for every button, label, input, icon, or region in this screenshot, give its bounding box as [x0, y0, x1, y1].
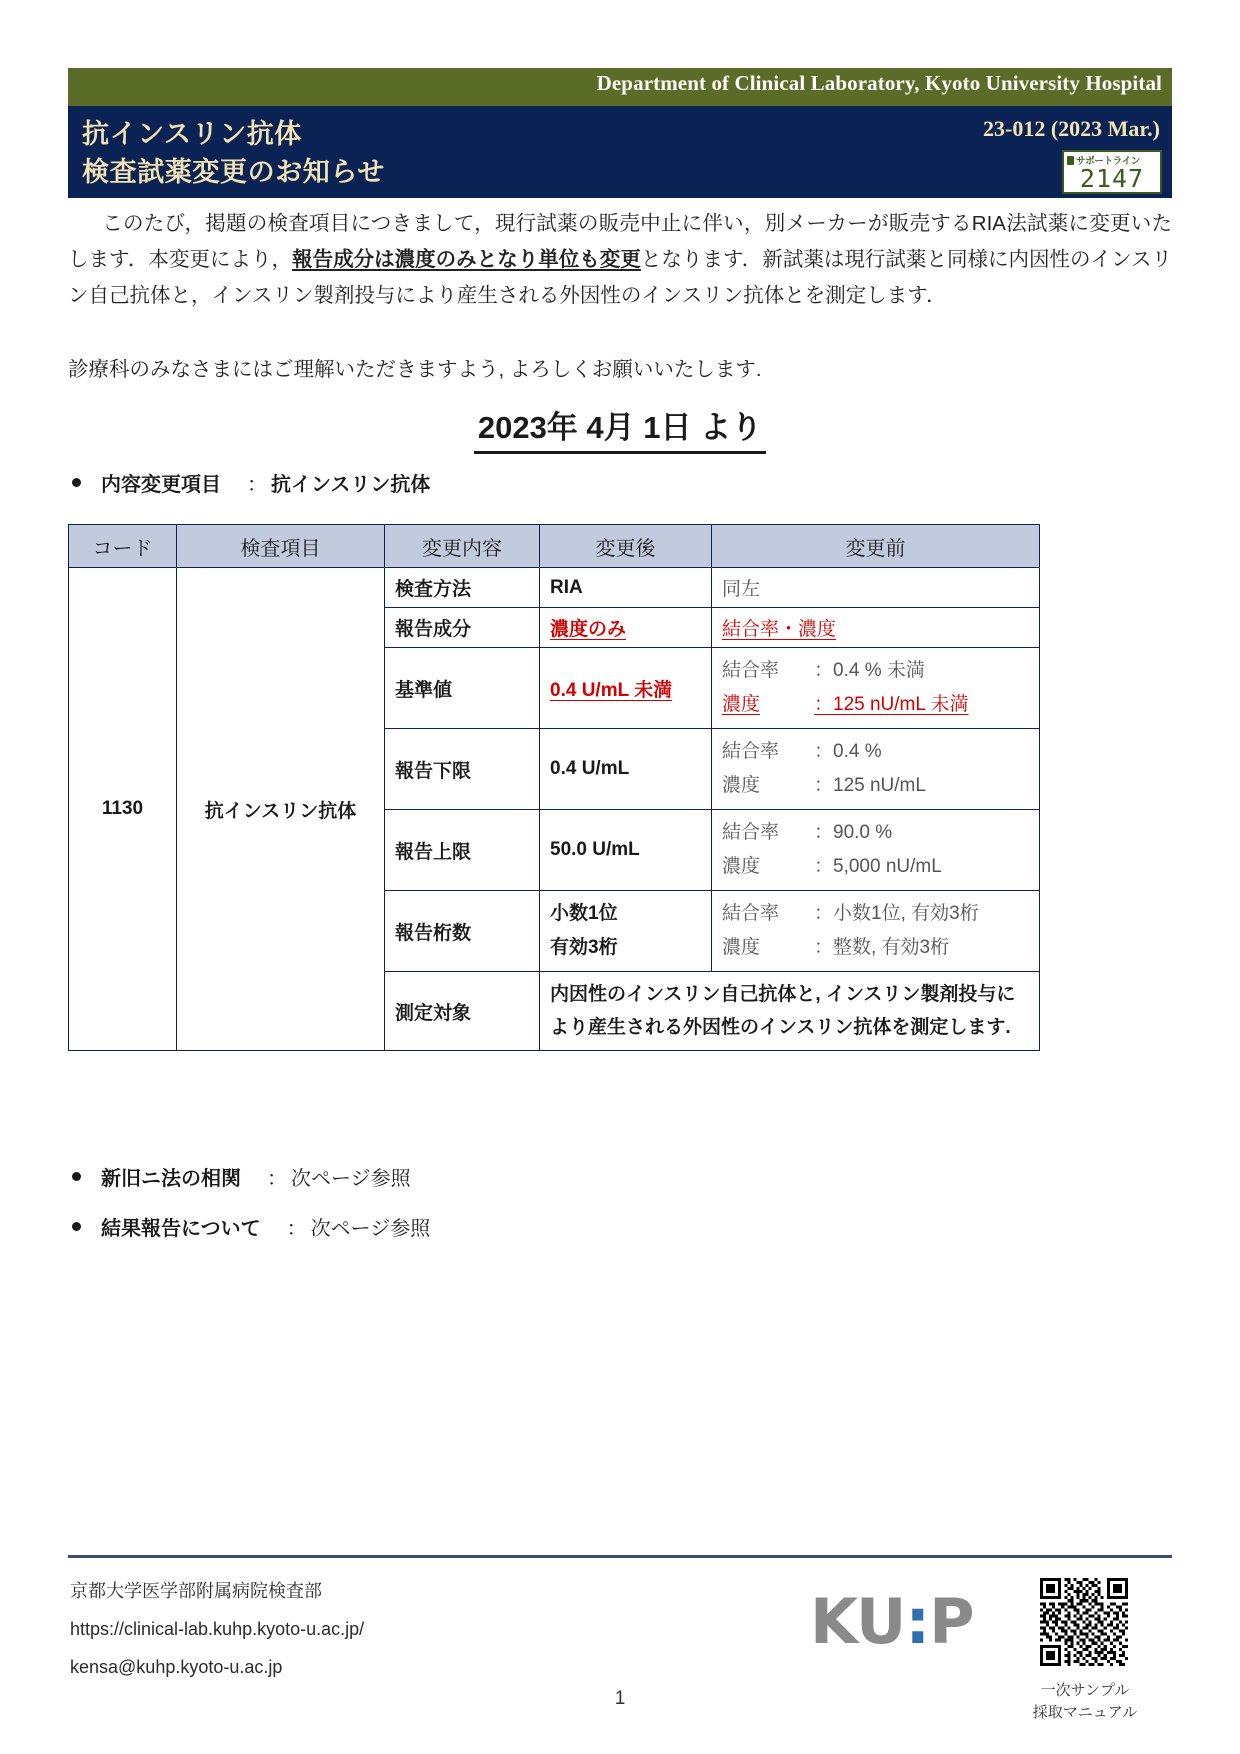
cell-after-value [540, 891, 712, 972]
footer-organization: 京都大学医学部附属病院検査部 [70, 1581, 322, 1601]
document-title-line2: 検査試薬変更のお知らせ [82, 157, 385, 187]
qr-caption-line2: 採取マニュアル [1032, 1704, 1138, 1721]
before-pair-key: 結合率 [722, 660, 780, 681]
department-en-title: Department of Clinical Laboratory, Kyoto University Hospital [596, 71, 1162, 95]
table-body [69, 568, 1040, 1051]
bullet-correlation [72, 1162, 411, 1191]
page-number: 1 [614, 1688, 626, 1709]
cell-before-value [712, 648, 1040, 729]
kuhp-logo [810, 1585, 974, 1658]
before-pair-key: 濃度 [722, 694, 761, 715]
before-pair-value: ：0.4 % [814, 741, 882, 762]
before-pair-key: 濃度 [722, 856, 761, 877]
before-pair-value: ：5,000 nU/mL [814, 856, 942, 877]
bullet-separator: ： [267, 1168, 287, 1190]
bullet-separator: ： [247, 474, 267, 496]
intro-text-a: このたび，掲題の検査項目につきまして，現行試薬の販売中止に伴い，別メーカーが販売するRIA法試薬に変更いたします．本変更により， [68, 212, 1172, 271]
before-pair-value: ：0.4 % 未満 [814, 660, 925, 681]
table-header-row [69, 525, 1040, 568]
cell-change-kind: 測定対象 [385, 972, 540, 1051]
before-pair [722, 816, 1029, 850]
table-header [69, 525, 1040, 568]
support-line-label: サポートライン [1076, 156, 1141, 167]
after-value-highlight: 0.4 U/mL 未満 [550, 679, 673, 701]
before-pair-key: 濃度 [722, 775, 761, 796]
cell-change-kind: 報告成分 [385, 608, 540, 648]
cell-after-value [540, 608, 712, 648]
col-header-after: 変更後 [540, 525, 712, 568]
cell-after-value: RIA [540, 568, 712, 608]
navy-title-banner [68, 106, 1172, 198]
phone-icon [1067, 156, 1074, 165]
bullet-dot-icon [72, 478, 81, 487]
cell-before-value [712, 729, 1040, 810]
closing-paragraph: 診療科のみなさまにはご理解いただきますよう, よろしくお願いいたします. [68, 358, 762, 381]
footer-url[interactable]: https://clinical-lab.kuhp.kyoto-u.ac.jp/ [70, 1619, 365, 1639]
support-line-number: 2147 [1079, 164, 1145, 193]
cell-before-value [712, 810, 1040, 891]
cell-after-value: 0.4 U/mL [540, 729, 712, 810]
cell-after-value: 50.0 U/mL [540, 810, 712, 891]
col-header-before: 変更前 [712, 525, 1040, 568]
cell-before-value: 同左 [712, 568, 1040, 608]
bullet-dot-icon [72, 1172, 81, 1181]
before-pair-value: ：90.0 % [814, 822, 893, 843]
bullet-label: 内容変更項目 [101, 474, 221, 496]
intro-paragraph [68, 206, 1172, 314]
cell-code: 1130 [69, 568, 177, 1051]
before-pair [722, 688, 1029, 722]
table-row [69, 568, 1040, 608]
bullet-result-report [72, 1212, 430, 1241]
effective-date-text: 2023年 4月 1日 より [474, 402, 766, 454]
before-pair [722, 897, 1029, 931]
logo-colon: : [905, 1585, 930, 1658]
intro-text-b: となります．新試薬は現行試薬と同様に内因性のインスリン自己抗体と，インスリン製剤投与により産生される外因性のインスリン抗体とを測定します． [68, 248, 1173, 307]
after-value-line: 小数1位 [550, 903, 618, 924]
before-pair-value: ：整数, 有効3桁 [814, 937, 950, 958]
document-title-line1: 抗インスリン抗体 [82, 119, 302, 149]
bullet-separator: ： [286, 1218, 307, 1240]
cell-before-value [712, 891, 1040, 972]
before-pair-key: 結合率 [722, 741, 780, 762]
bullet-changed-item [72, 468, 430, 497]
bullet-label: 新旧ニ法の相関 [101, 1168, 241, 1190]
qr-caption-line1: 一次サンプル [1040, 1682, 1130, 1699]
intro-emphasis: 報告成分は濃度のみとなり単位も変更 [292, 248, 641, 271]
footer-contact [70, 1572, 364, 1686]
before-pair [722, 735, 1029, 769]
before-pair [722, 850, 1029, 884]
change-summary-table [68, 524, 1040, 1051]
col-header-change: 変更内容 [385, 525, 540, 568]
support-line-badge [1062, 150, 1162, 194]
before-pair-value: ：125 nU/mL [814, 775, 926, 796]
cell-change-kind: 報告下限 [385, 729, 540, 810]
before-pair [722, 931, 1029, 965]
before-value-highlight: 結合率・濃度 [722, 619, 837, 640]
bullet-value: 次ページ参照 [291, 1168, 411, 1190]
effective-date-heading [0, 402, 1240, 454]
document-number: 23-012 (2023 Mar.) [983, 116, 1160, 141]
before-pair-key: 結合率 [722, 903, 780, 924]
cell-after-value [540, 648, 712, 729]
logo-text-ku: KU [810, 1585, 906, 1658]
cell-item: 抗インスリン抗体 [177, 568, 385, 1051]
bullet-value: 抗インスリン抗体 [271, 474, 431, 496]
before-pair-value: ：125 nU/mL 未満 [814, 694, 969, 715]
footer-email[interactable]: kensa@kuhp.kyoto-u.ac.jp [70, 1657, 283, 1677]
cell-change-kind: 検査方法 [385, 568, 540, 608]
bullet-label: 結果報告について [101, 1218, 261, 1240]
cell-change-kind: 報告上限 [385, 810, 540, 891]
before-pair-value: ：小数1位, 有効3桁 [814, 903, 979, 924]
before-pair-key: 濃度 [722, 937, 761, 958]
cell-before-value [712, 608, 1040, 648]
bullet-value: 次ページ参照 [310, 1218, 431, 1240]
cell-change-kind: 基準値 [385, 648, 540, 729]
bullet-dot-icon [72, 1222, 81, 1231]
before-pair [722, 769, 1029, 803]
cell-change-kind: 報告桁数 [385, 891, 540, 972]
logo-text-p: P [929, 1585, 974, 1658]
before-pair [722, 654, 1029, 688]
before-pair-key: 結合率 [722, 822, 780, 843]
col-header-code: コード [69, 525, 177, 568]
footer-divider [68, 1555, 1172, 1558]
after-value-highlight: 濃度のみ [550, 619, 627, 640]
after-value-line: 有効3桁 [550, 937, 618, 958]
qr-code-icon [1040, 1578, 1128, 1666]
col-header-item: 検査項目 [177, 525, 385, 568]
green-banner [68, 68, 1172, 106]
cell-measurement-target: 内因性のインスリン自己抗体と, インスリン製剤投与により産生される外因性のインスリン抗体を測定します. [540, 972, 1040, 1051]
